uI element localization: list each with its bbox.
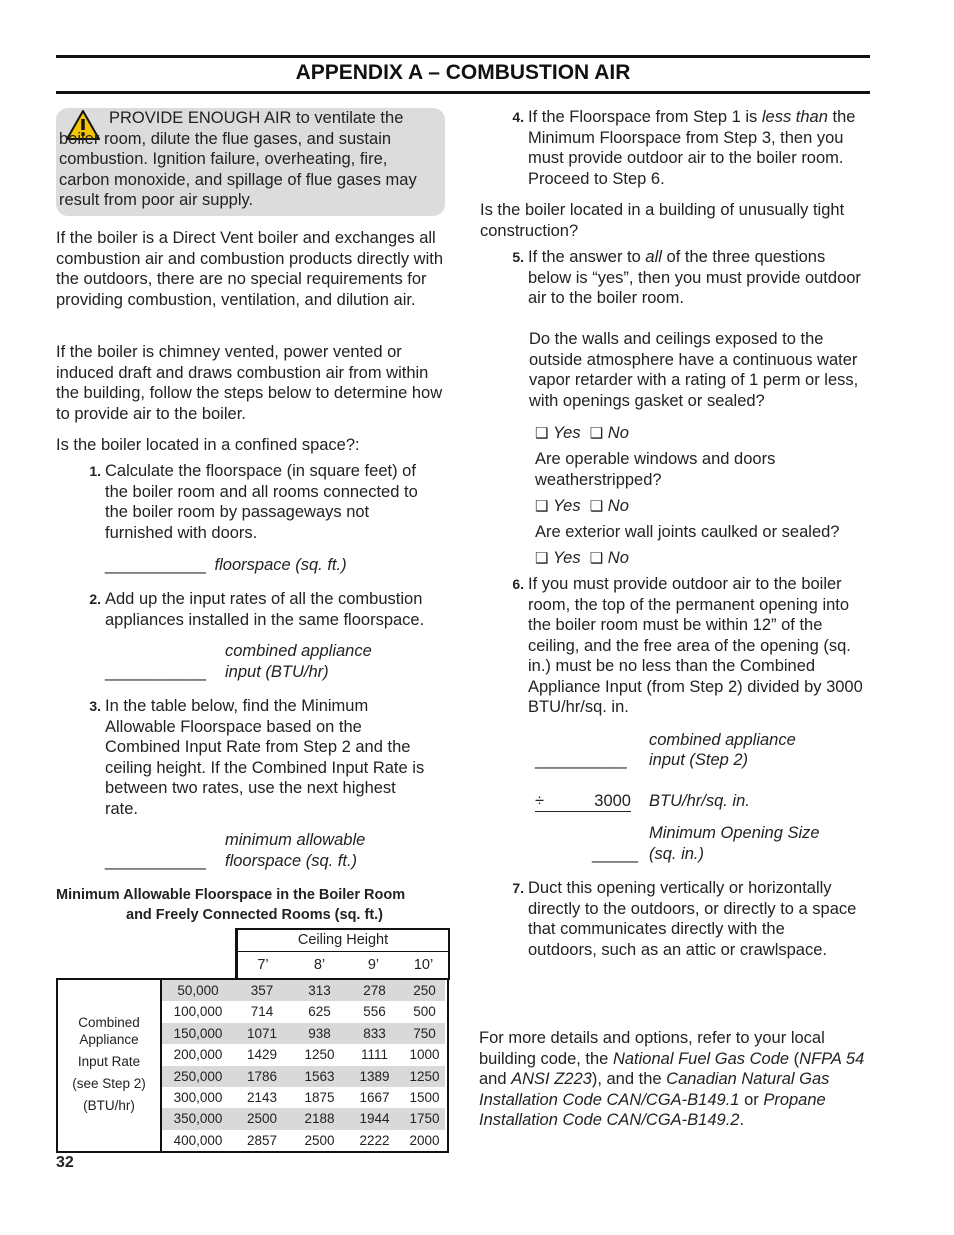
- yes-no-1: [535, 423, 629, 445]
- row-label-4: (see Step 2): [72, 1076, 146, 1091]
- footer-text-f: .: [739, 1111, 745, 1129]
- table-caption: [56, 886, 446, 925]
- yes-no-3: [535, 548, 629, 570]
- step-7-text: Duct this opening vertically or horizontally directly to the outdoors, or directly to a space that communicates directly with the outdoors, such as an attic or crawlspace.: [528, 879, 857, 959]
- table-row: [162, 1023, 445, 1044]
- step-3-text: In the table below, find the Minimum Allowable Floorspace based on the Combined Input Rate from Step 2 and the ceiling height. If the Combined Input Rate is between two rates, use the next highest rate.: [105, 697, 425, 818]
- input-rate-cell: 100,000: [173, 1004, 223, 1020]
- no-checkbox-3[interactable]: ❑: [589, 550, 604, 567]
- divisor-line: [535, 791, 631, 812]
- footer-text-e: or: [744, 1090, 759, 1109]
- step-1-number: 1.: [89, 463, 101, 479]
- table-row: [162, 1044, 445, 1065]
- floorspace-label: floorspace (sq. ft.): [214, 556, 347, 574]
- step-4-text-b: the Minimum Floorspace from Step 3, then you must provide outdoor air to the boiler room. Proceed to Step 6.: [528, 108, 856, 188]
- input-rate-cell: 400,000: [173, 1132, 223, 1148]
- floorspace-cell: 1875: [304, 1090, 335, 1105]
- yes-checkbox-3[interactable]: ❑: [535, 550, 549, 567]
- no-checkbox-1[interactable]: ❑: [589, 425, 604, 442]
- min-floorspace-label-2: floorspace (sq. ft.): [225, 852, 358, 870]
- canadian-gas-code: Canadian Natural Gas Installation Code CAN/CGA-B149.1: [479, 1070, 830, 1109]
- ansi-z223: ANSI Z223: [511, 1070, 592, 1088]
- floorspace-cell: 938: [308, 1025, 331, 1041]
- step-6-text: If you must provide outdoor air to the boiler room, the top of the permanent opening into the boiler room must be within 12” of the ceiling, and the free area of the opening (sq. in.) must be no less than the Combined Appliance Input (from Step 2) divided by 3000 BTU/hr/sq. in.: [528, 575, 863, 716]
- table-row: [162, 1066, 445, 1087]
- warning-body: to ventilate the boiler room, dilute the flue gases, and sustain combustion. Ignition failure, overheating, fire, carbon monoxide, and spillage of flue gases may result from poor air supply.: [59, 109, 417, 209]
- height-header-row: [238, 953, 448, 977]
- yes-label-2: Yes: [553, 497, 581, 515]
- propane-code: Propane Installation Code CAN/CGA-B149.2: [479, 1090, 826, 1129]
- calc-input-label-1: combined appliance: [649, 731, 796, 749]
- footer-text-a: For more details and options, refer to your local building code, the: [479, 1029, 825, 1068]
- step-3-number: 3.: [89, 698, 101, 714]
- floorspace-cell: 1944: [359, 1111, 390, 1127]
- height-8: 8’: [313, 957, 326, 973]
- floorspace-cell: 750: [413, 1025, 436, 1041]
- divisor-unit: BTU/hr/sq. in.: [649, 792, 750, 810]
- combined-input-label-2: input (BTU/hr): [225, 663, 329, 681]
- floorspace-cell: 2857: [246, 1132, 278, 1148]
- combined-input-blank[interactable]: ___________: [105, 663, 206, 681]
- step-5-emphasis: all: [645, 248, 662, 266]
- calc-input-label-2: input (Step 2): [649, 751, 749, 769]
- yes-no-2: [535, 496, 629, 518]
- step-2-number: 2.: [89, 591, 101, 607]
- floorspace-cell: 2188: [304, 1111, 335, 1127]
- opening-size-label-2: (sq. in.): [649, 845, 705, 863]
- no-checkbox-2[interactable]: ❑: [589, 498, 604, 515]
- floorspace-blank[interactable]: ___________: [105, 556, 206, 574]
- warning-lead: PROVIDE ENOUGH AIR: [109, 109, 292, 127]
- step-5-number: 5.: [512, 249, 524, 265]
- table-row: [162, 1087, 445, 1108]
- fuel-gas-code: National Fuel Gas Code: [612, 1049, 790, 1068]
- height-10: 10’: [413, 957, 434, 973]
- row-label: [58, 1014, 160, 1114]
- row-label-5: (BTU/hr): [83, 1098, 135, 1113]
- floorspace-cell: 313: [308, 983, 331, 998]
- floorspace-cell: 500: [413, 1004, 436, 1020]
- floorspace-cell: 2222: [359, 1132, 390, 1148]
- floorspace-cell: 357: [250, 983, 274, 998]
- no-label-3: No: [607, 549, 629, 567]
- page-number: 32: [56, 1154, 74, 1171]
- opening-size-label-1: Minimum Opening Size: [649, 824, 820, 842]
- yes-label-1: Yes: [553, 424, 581, 442]
- input-rate-cell: 350,000: [173, 1111, 223, 1127]
- floorspace-cell: 1389: [359, 1068, 390, 1084]
- footer-text-c: and: [479, 1070, 507, 1088]
- floorspace-cell: 2143: [246, 1090, 278, 1105]
- step-6-number: 6.: [512, 576, 524, 592]
- step-5-text-b: of the three questions below is “yes”, then you must provide outdoor air to the boiler room.: [528, 248, 861, 307]
- no-label-1: No: [607, 424, 629, 442]
- floorspace-cell: 1071: [246, 1025, 278, 1041]
- input-rate-cell: 250,000: [173, 1068, 223, 1084]
- floorspace-cell: 1111: [360, 1047, 389, 1063]
- step-5-text: [528, 247, 863, 309]
- calc-input-blank[interactable]: __________: [535, 751, 627, 769]
- top-rule: [56, 55, 870, 58]
- row-label-3: Input Rate: [77, 1054, 141, 1069]
- input-rate-cell: 300,000: [173, 1090, 223, 1105]
- floorspace-cell: 1667: [359, 1090, 390, 1105]
- step-4-text-a: If the Floorspace from Step 1 is: [528, 108, 758, 126]
- floorspace-cell: 1786: [246, 1068, 278, 1084]
- combined-input-label-1: combined appliance: [225, 642, 372, 660]
- table-row: [162, 980, 445, 1001]
- page-title: APPENDIX A – COMBUSTION AIR: [295, 61, 631, 84]
- step-2-text: Add up the input rates of all the combustion appliances installed in the same floorspace.: [105, 590, 425, 629]
- floorspace-cell: 556: [363, 1004, 386, 1020]
- title-underline: [56, 91, 870, 94]
- weatherstrip-question: Are operable windows and doors weatherstripped?: [535, 450, 776, 489]
- direct-vent-paragraph: If the boiler is a Direct Vent boiler and exchanges all combustion air and combustion products directly with the outdoors, there are no special requirements for providing combustion, ventilation, and dilution air.: [56, 229, 444, 309]
- input-rate-cell: 200,000: [173, 1047, 223, 1063]
- floorspace-cell: 2000: [409, 1132, 440, 1148]
- floorspace-cell: 1500: [409, 1090, 440, 1105]
- opening-size-blank[interactable]: _____: [592, 845, 638, 863]
- chimney-vent-paragraph: If the boiler is chimney vented, power vented or induced draft and draws combustion air from within the building, follow the steps below to determine how to provide air to the boiler.: [56, 343, 443, 423]
- row-label-2: Appliance: [79, 1032, 139, 1047]
- min-floorspace-blank[interactable]: ___________: [105, 852, 206, 870]
- floorspace-cell: 250: [413, 983, 436, 998]
- warning-text: [59, 108, 439, 211]
- footer-text-d: ), and the: [591, 1070, 662, 1088]
- step-4-number: 4.: [512, 109, 524, 125]
- row-label-1: Combined: [78, 1015, 140, 1030]
- input-rate-cell: 150,000: [173, 1025, 223, 1041]
- floorspace-cell: 625: [308, 1004, 331, 1020]
- step-1-text: Calculate the floorspace (in square feet) of the boiler room and all rooms connected to the boiler room by passageways not furnished with doors.: [105, 462, 418, 542]
- step-4-emphasis: less than: [761, 108, 828, 126]
- min-floorspace-label-1: minimum allowable: [225, 831, 366, 849]
- floorspace-cell: 1250: [304, 1047, 335, 1063]
- code-reference-paragraph: [479, 1028, 871, 1131]
- table-caption-line-1: Minimum Allowable Floorspace in the Boiler Room: [56, 887, 406, 903]
- floorspace-cell: 1563: [304, 1068, 335, 1084]
- floorspace-entry: [105, 555, 347, 576]
- floorspace-table: [56, 928, 449, 1154]
- table-row: [162, 1001, 445, 1022]
- table-row: [162, 1108, 445, 1129]
- floorspace-cell: 1250: [409, 1068, 440, 1084]
- footer-text-b: (: [793, 1049, 800, 1068]
- tight-construction-question: Is the boiler located in a building of unusually tight construction?: [480, 201, 845, 240]
- floorspace-cell: 1750: [409, 1111, 440, 1127]
- wall-joints-question: Are exterior wall joints caulked or sealed?: [535, 523, 840, 541]
- vapor-retarder-question: Do the walls and ceilings exposed to the outside atmosphere have a continuous water vapor retarder with a rating of 1 perm or less, with openings gasket or sealed?: [529, 330, 859, 410]
- yes-checkbox-2[interactable]: ❑: [535, 498, 549, 515]
- step-7-number: 7.: [512, 880, 524, 896]
- no-label-2: No: [607, 497, 629, 515]
- step-4-text: [528, 107, 873, 189]
- divisor-value: 3000: [594, 792, 631, 810]
- height-7: 7’: [257, 957, 269, 973]
- floorspace-cell: 278: [363, 983, 386, 998]
- yes-checkbox-1[interactable]: ❑: [535, 425, 549, 442]
- floorspace-cell: 1000: [409, 1047, 440, 1063]
- ceiling-height-header: Ceiling Height: [238, 930, 448, 952]
- nfpa-54: NFPA 54: [799, 1049, 865, 1068]
- floorspace-cell: 833: [363, 1025, 386, 1041]
- step-5-text-a: If the answer to: [528, 248, 641, 266]
- yes-label-3: Yes: [553, 549, 581, 567]
- height-9: 9’: [367, 957, 380, 973]
- input-rate-cell: 50,000: [177, 983, 219, 998]
- table-caption-line-2: and Freely Connected Rooms (sq. ft.): [126, 906, 383, 923]
- confined-space-question: Is the boiler located in a confined space?:: [56, 436, 360, 454]
- floorspace-cell: 714: [250, 1004, 274, 1020]
- floorspace-cell: 2500: [246, 1111, 278, 1127]
- divide-symbol: ÷: [535, 792, 545, 810]
- floorspace-cell: 2500: [304, 1132, 335, 1148]
- table-row: [162, 1130, 445, 1151]
- floorspace-cell: 1429: [246, 1047, 278, 1063]
